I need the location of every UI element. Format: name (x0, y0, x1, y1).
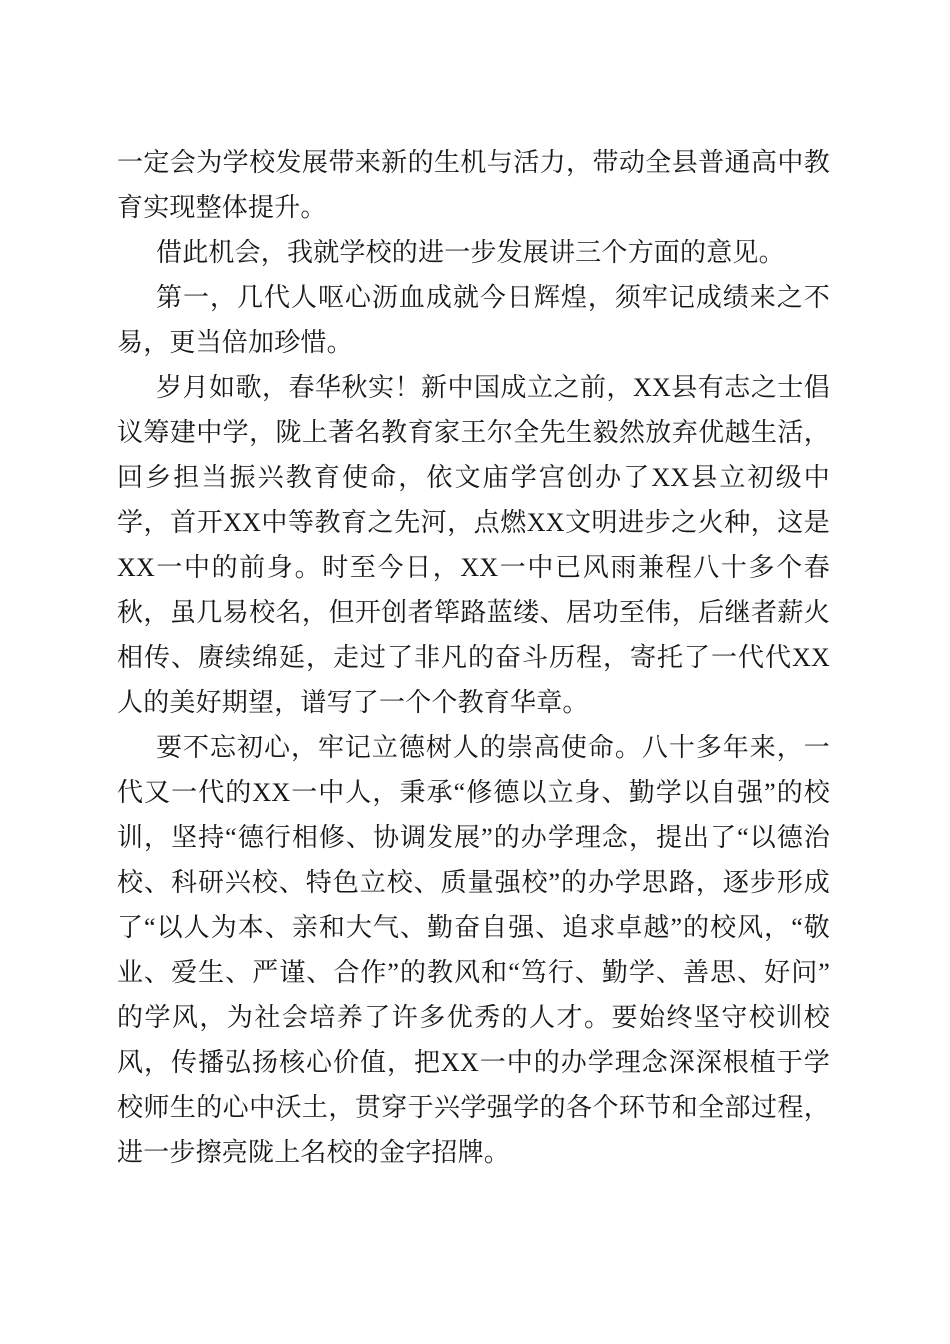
document-text-block (117, 140, 830, 1175)
paragraph-transition: 借此机会，我就学校的进一步发展讲三个方面的意见。 (156, 238, 785, 267)
paragraph-point-one-heading: 第一，几代人呕心沥血成就今日辉煌，须牢记成绩来之不易，更当倍加珍惜。 (117, 283, 830, 357)
paragraph-continuation: 一定会为学校发展带来新的生机与活力，带动全县普通高中教育实现整体提升。 (117, 148, 830, 222)
paragraph-school-history: 岁月如歌，春华秋实！新中国成立之前，XX县有志之士倡议筹建中学，陇上著名教育家王尔全先生毅然放弃优越生活，回乡担当振兴教育使命，依文庙学宫创办了XX县立初级中学，首开XX中等教育之先河，点燃XX文明进步之火种，这是XX一中的前身。时至今日，XX一中已风雨兼程八十多个春秋，虽几易校名，但开创者筚路蓝缕、居功至伟，后继者薪火相传、赓续绵延，走过了非凡的奋斗历程，寄托了一代代XX人的美好期望，谱写了一个个教育华章。 (117, 373, 830, 717)
paragraph-school-mission: 要不忘初心，牢记立德树人的崇高使命。八十多年来，一代又一代的XX一中人，秉承“修德以立身、勤学以自强”的校训，坚持“德行相修、协调发展”的办学理念，提出了“以德治校、科研兴校、特色立校、质量强校”的办学思路，逐步形成了“以人为本、亲和大气、勤奋自强、追求卓越”的校风，“敬业、爱生、严谨、合作”的教风和“笃行、勤学、善思、好问”的学风，为社会培养了许多优秀的人才。要始终坚守校训校风，传播弘扬核心价值，把XX一中的办学理念深深根植于学校师生的心中沃土，贯穿于兴学强学的各个环节和全部过程，进一步擦亮陇上名校的金字招牌。 (117, 733, 830, 1167)
